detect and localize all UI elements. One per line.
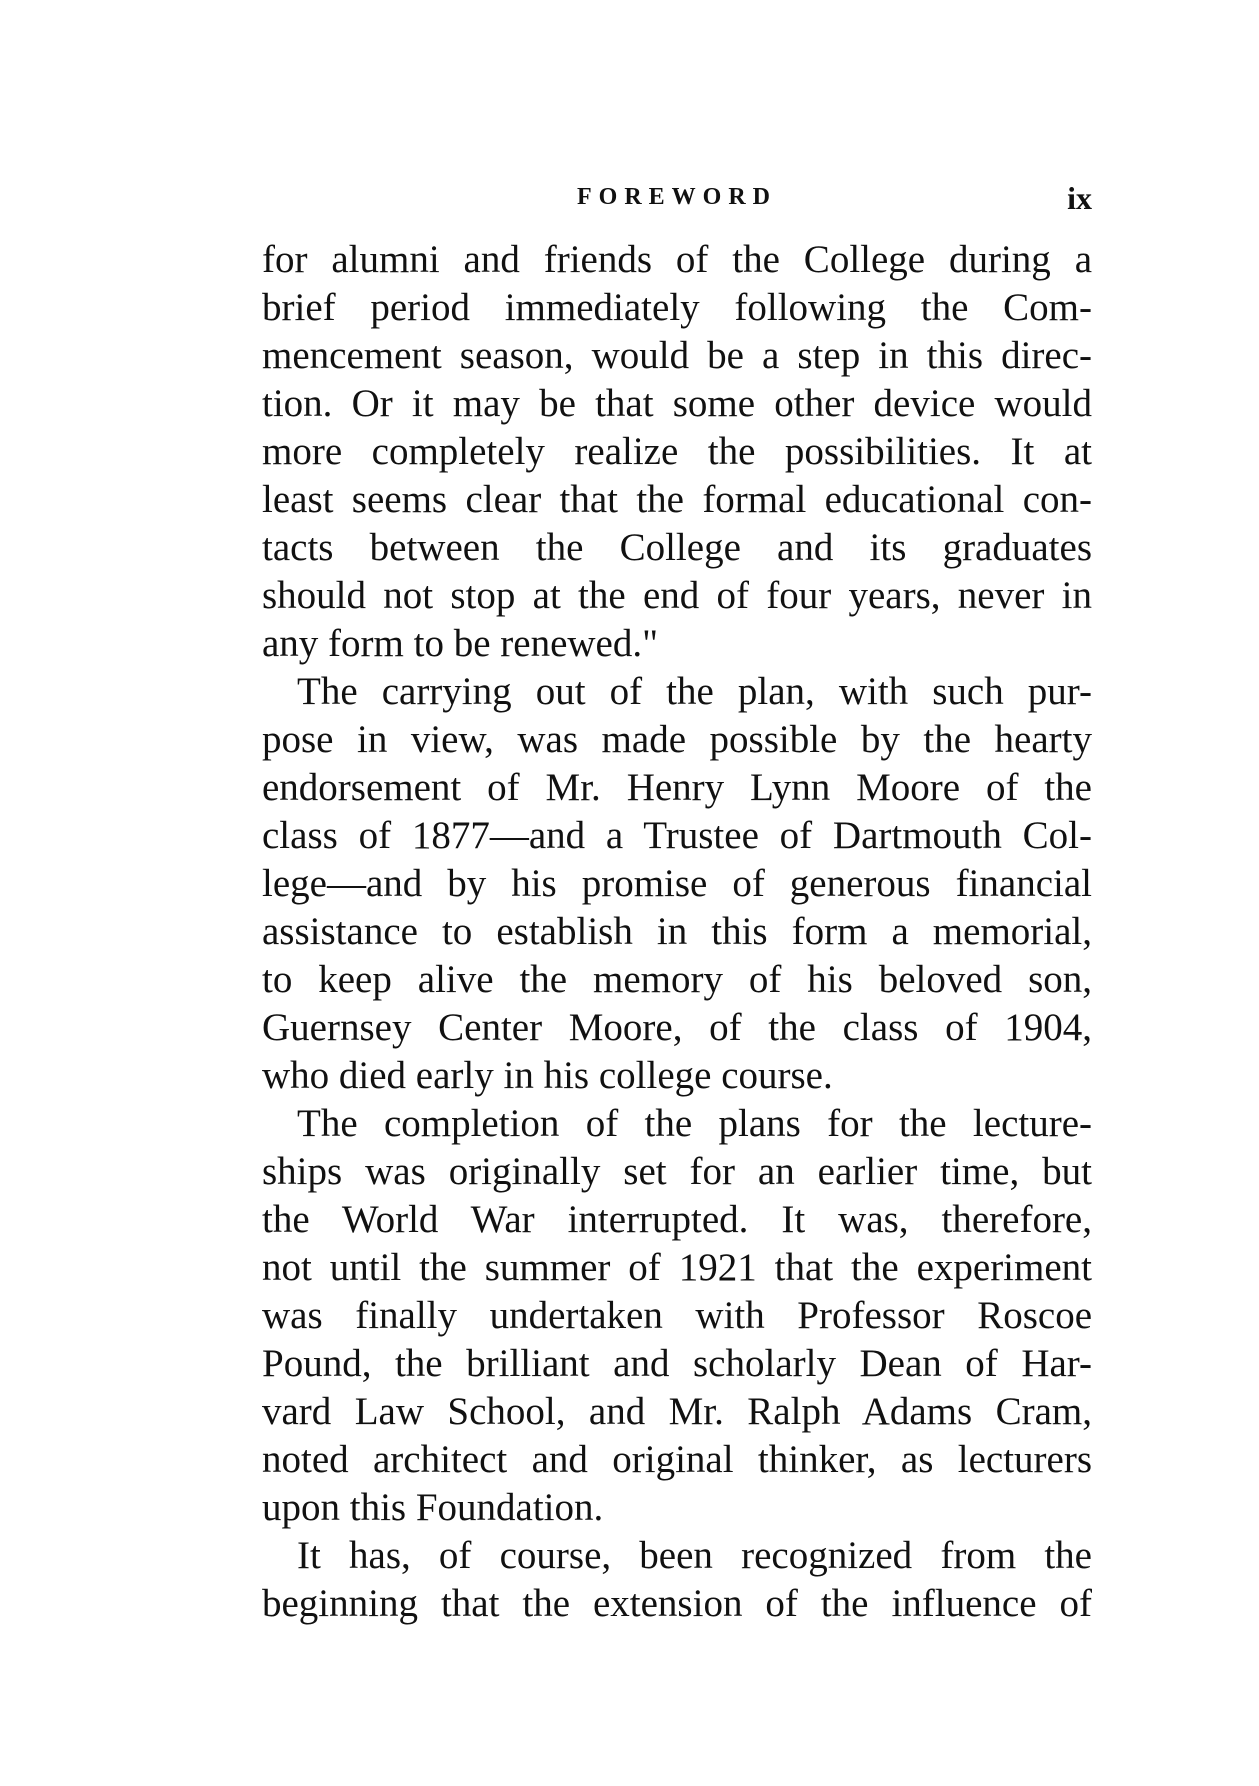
text-line: more completely realize the possibilities. It at bbox=[262, 430, 1092, 473]
text-line: tion. Or it may be that some other device would bbox=[262, 382, 1092, 425]
text-line: was finally undertaken with Professor Roscoe bbox=[262, 1294, 1092, 1337]
text-line: endorsement of Mr. Henry Lynn Moore of the bbox=[262, 766, 1092, 809]
text-line: brief period immediately following the Com- bbox=[262, 286, 1092, 329]
text-line: Pound, the brilliant and scholarly Dean of Har- bbox=[262, 1342, 1092, 1385]
text-line: noted architect and original thinker, as lecturers bbox=[262, 1438, 1092, 1481]
text-line: vard Law School, and Mr. Ralph Adams Cram, bbox=[262, 1390, 1092, 1433]
text-line: should not stop at the end of four years, never in bbox=[262, 574, 1092, 617]
text-line: any form to be renewed." bbox=[262, 622, 659, 665]
text-line: for alumni and friends of the College during a bbox=[262, 238, 1092, 281]
text-line: upon this Foundation. bbox=[262, 1486, 604, 1529]
body-text bbox=[262, 236, 1092, 1628]
text-line: Guernsey Center Moore, of the class of 1904, bbox=[262, 1006, 1092, 1049]
page-number: ix bbox=[1067, 180, 1092, 216]
text-line: who died early in his college course. bbox=[262, 1054, 833, 1097]
text-line: The carrying out of the plan, with such pur- bbox=[297, 670, 1092, 713]
text-line: to keep alive the memory of his beloved son, bbox=[262, 958, 1092, 1001]
text-line: class of 1877—and a Trustee of Dartmouth Col- bbox=[262, 814, 1092, 857]
running-title: FOREWORD bbox=[577, 184, 777, 210]
text-line: assistance to establish in this form a memorial, bbox=[262, 910, 1092, 953]
text-line: ships was originally set for an earlier time, but bbox=[262, 1150, 1092, 1193]
text-line: It has, of course, been recognized from the bbox=[297, 1534, 1092, 1577]
text-line: The completion of the plans for the lecture- bbox=[297, 1102, 1092, 1145]
text-line: pose in view, was made possible by the hearty bbox=[262, 718, 1092, 761]
text-line: mencement season, would be a step in this direc- bbox=[262, 334, 1092, 377]
text-line: lege—and by his promise of generous financial bbox=[262, 862, 1092, 905]
running-head bbox=[262, 180, 1092, 220]
text-line: the World War interrupted. It was, therefore, bbox=[262, 1198, 1092, 1241]
text-line: least seems clear that the formal educational con- bbox=[262, 478, 1092, 521]
text-line: beginning that the extension of the influence of bbox=[262, 1582, 1092, 1625]
text-line: tacts between the College and its graduates bbox=[262, 526, 1092, 569]
text-line: not until the summer of 1921 that the experiment bbox=[262, 1246, 1092, 1289]
